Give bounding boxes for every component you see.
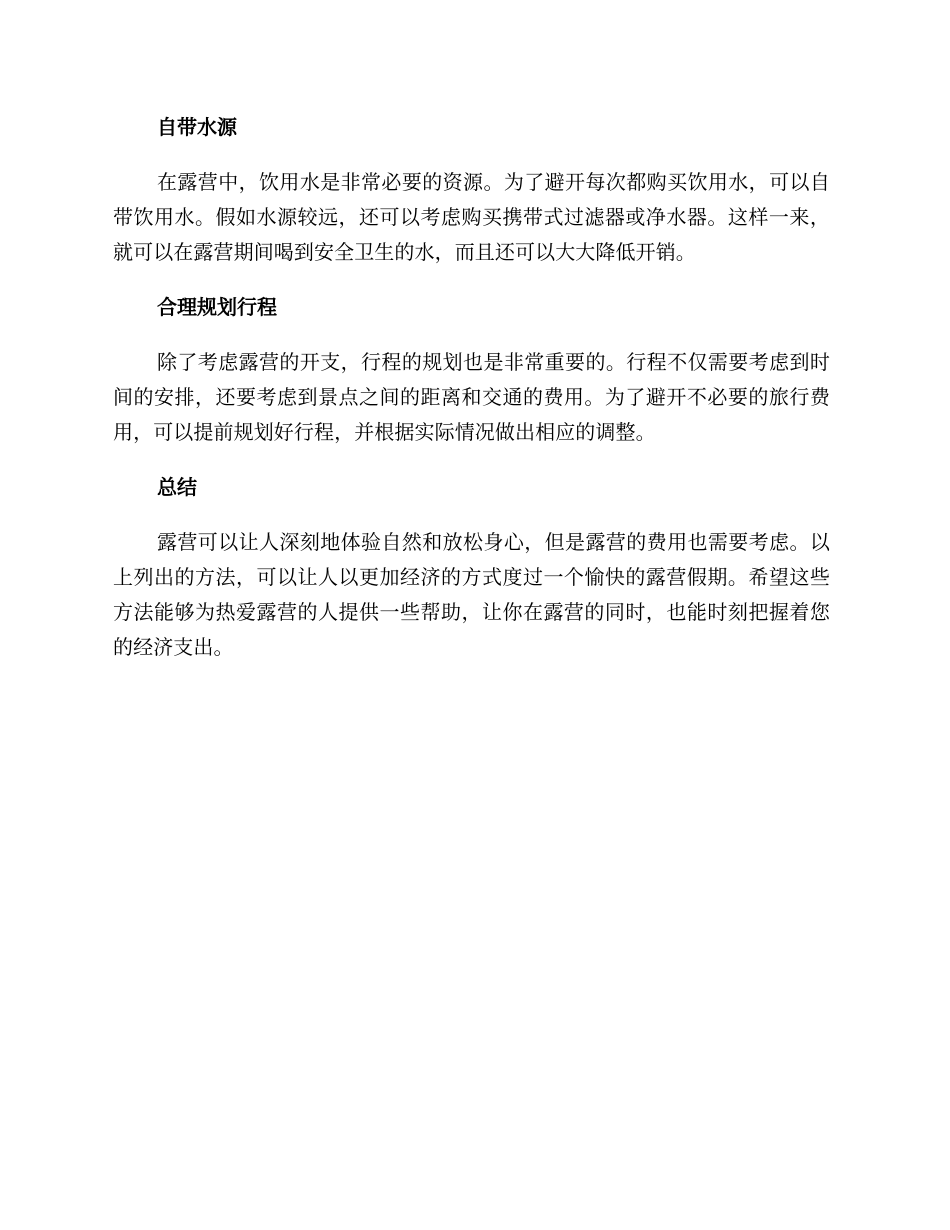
section-paragraph: 在露营中，饮用水是非常必要的资源。为了避开每次都购买饮用水，可以自带饮用水。假如水源较远，还可以考虑购买携带式过滤器或净水器。这样一来，就可以在露营期间喝到安全卫生的水，而且还可以大大降低开销。 — [113, 170, 830, 264]
section-paragraph: 除了考虑露营的开支，行程的规划也是非常重要的。行程不仅需要考虑到时间的安排，还要考虑到景点之间的距离和交通的费用。为了避开不必要的旅行费用，可以提前规划好行程，并根据实际情况做出相应的调整。 — [113, 350, 830, 444]
section-summary — [113, 472, 830, 665]
section-water-source — [113, 112, 830, 270]
section-itinerary-planning — [113, 292, 830, 450]
section-paragraph: 露营可以让人深刻地体验自然和放松身心，但是露营的费用也需要考虑。以上列出的方法，可以让人以更加经济的方式度过一个愉快的露营假期。希望这些方法能够为热爱露营的人提供一些帮助，让你在露营的同时，也能时刻把握着您的经济支出。 — [113, 530, 830, 659]
section-heading: 总结 — [157, 475, 197, 499]
section-heading: 自带水源 — [157, 115, 237, 139]
section-heading: 合理规划行程 — [157, 295, 277, 319]
